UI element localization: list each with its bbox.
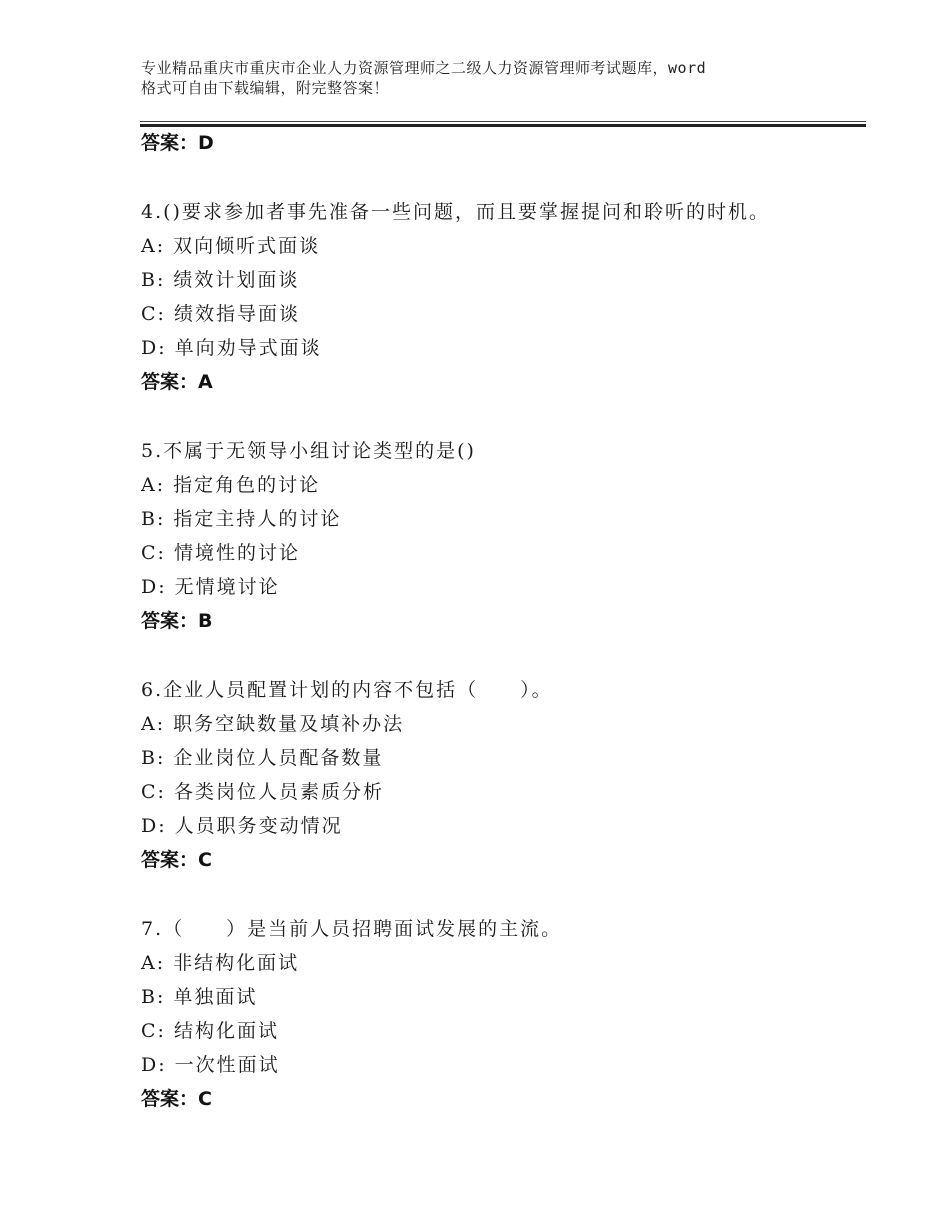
header-line-1: 专业精品重庆市重庆市企业人力资源管理师之二级人力资源管理师考试题库，word — [141, 59, 707, 77]
option-d: D: 无情境讨论 — [141, 576, 280, 598]
option-a: A: 指定角色的讨论 — [141, 474, 321, 496]
previous-answer: 答案：D — [141, 132, 214, 154]
question-stem: 7.（ ）是当前人员招聘面试发展的主流。 — [141, 918, 563, 940]
option-a: A: 双向倾听式面谈 — [141, 235, 321, 257]
question-stem: 6.企业人员配置计划的内容不包括（ ）。 — [141, 679, 553, 701]
option-d: D: 一次性面试 — [141, 1054, 280, 1076]
answer-label: 答案：B — [141, 610, 213, 632]
option-b: B: 指定主持人的讨论 — [141, 508, 342, 530]
header-line-2: 格式可自由下载编辑，附完整答案！ — [141, 79, 390, 97]
question-stem: 5.不属于无领导小组讨论类型的是() — [141, 440, 476, 462]
header-divider-thick — [140, 124, 866, 127]
option-d: D: 人员职务变动情况 — [141, 815, 343, 837]
option-c: C: 绩效指导面谈 — [141, 303, 300, 325]
option-c: C: 情境性的讨论 — [141, 542, 300, 564]
answer-label: 答案：A — [141, 371, 213, 393]
option-a: A: 职务空缺数量及填补办法 — [141, 713, 405, 735]
header-divider-thin — [140, 121, 866, 122]
option-a: A: 非结构化面试 — [141, 952, 300, 974]
question-stem: 4.()要求参加者事先准备一些问题，而且要掌握提问和聆听的时机。 — [141, 201, 770, 223]
option-b: B: 企业岗位人员配备数量 — [141, 747, 384, 769]
document-header — [141, 58, 831, 98]
option-c: C: 结构化面试 — [141, 1020, 279, 1042]
answer-label: 答案：C — [141, 1088, 212, 1110]
option-c: C: 各类岗位人员素质分析 — [141, 781, 384, 803]
option-b: B: 绩效计划面谈 — [141, 269, 300, 291]
answer-label: 答案：C — [141, 849, 212, 871]
option-b: B: 单独面试 — [141, 986, 258, 1008]
option-d: D: 单向劝导式面谈 — [141, 337, 322, 359]
